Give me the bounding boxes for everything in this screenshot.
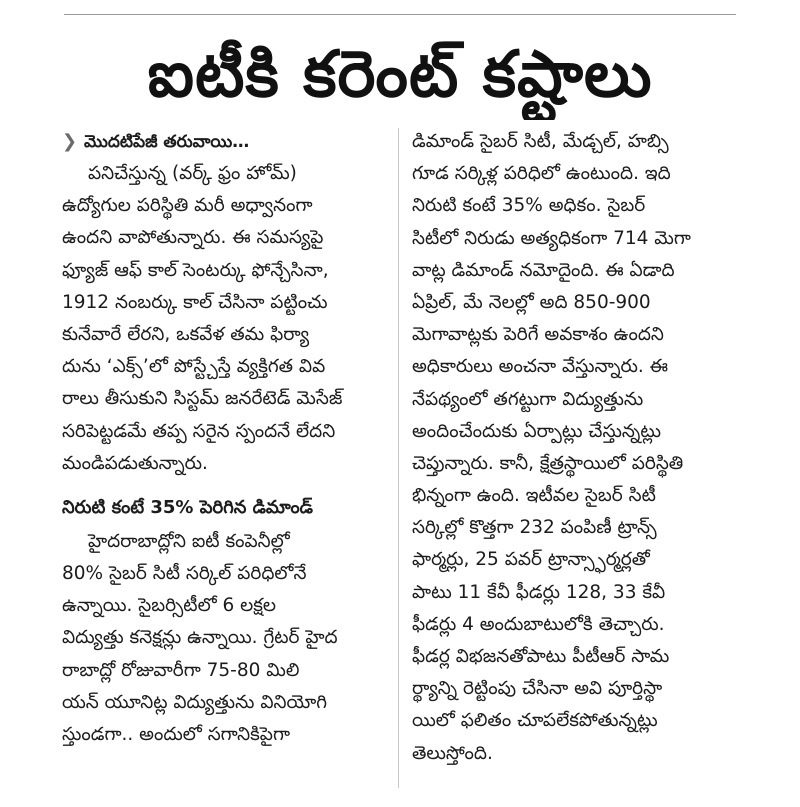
top-rule: [64, 14, 736, 15]
text-line: నిరుటి కంటే 35% అధికం. సైబర్: [412, 195, 646, 217]
text-line: దును ‘ఎక్స్’లో పోస్ట్చేస్తే వ్యక్తిగత వివ: [62, 356, 326, 378]
subheading: నిరుటి కంటే 35% పెరిగిన డిమాండ్: [62, 496, 313, 518]
text-line: మండిపడుతున్నారు.: [62, 452, 208, 474]
chevron-right-icon: ❯: [62, 131, 78, 152]
text-line: సిటీలో నిరుడు అత్యధికంగా 714 మెగా: [412, 227, 691, 249]
text-line: కునేవారే లేరని, ఒకవేళ తమ ఫిర్యా: [62, 323, 310, 345]
text-line: సరిపెట్టడమే తప్ప సరైన స్పందనే లేదని: [62, 420, 336, 442]
continuation-line: [62, 126, 384, 158]
text-line: ఫీడర్ల విభజనతోపాటు పీటీఆర్ సామ: [412, 646, 670, 667]
text-line: ఉందని వాపోతున్నారు. ఈ సమస్యపై: [62, 227, 324, 249]
text-line: హైదరాబాద్లోని ఐటీ కంపెనీల్లో: [88, 530, 290, 552]
paragraph-2: [62, 526, 384, 751]
text-line: విద్యుత్తు కనెక్షన్లు ఉన్నాయి. గ్రేటర్ హైద: [62, 627, 338, 649]
text-line: పనిచేస్తున్న (వర్క్ ఫ్రం హోమ్): [88, 163, 297, 184]
paragraph-1: [62, 158, 384, 480]
text-line: రాలు తీసుకుని సిస్టమ్ జనరేటెడ్ మెసేజ్: [62, 388, 343, 410]
text-line: వాట్ల డిమాండ్ నమోదైంది. ఈ ఏడాది: [412, 259, 675, 281]
text-line: ర్థ్యాన్ని రెట్టింపు చేసినా అవి పూర్తిస్థా: [412, 678, 663, 700]
text-line: యిలో ఫలితం చూపలేకపోతున్నట్లు: [412, 710, 658, 732]
continuation-label: మొదటిపేజీ తరువాయి…: [84, 131, 250, 152]
text-line: రాబాద్లో రోజువారీగా 75-80 మిలి: [62, 659, 300, 681]
text-line: పాటు 11 కేవీ ఫీడర్లు 128, 33 కేవీ: [412, 581, 666, 603]
headline: ఐటీకి కరెంట్ కష్టాలు: [147, 38, 653, 112]
text-line: భిన్నంగా ఉంది. ఇటీవల సైబర్ సిటీ: [412, 485, 656, 507]
column-divider: [398, 128, 399, 788]
text-line: డిమాండ్ సైబర్ సిటీ, మేడ్చల్, హబ్సి: [412, 131, 669, 152]
left-column: [62, 126, 384, 751]
text-line: ఫార్మర్లు, 25 పవర్ ట్రాన్స్ఫార్మర్లతో: [412, 549, 650, 571]
text-line: 80% సైబర్ సిటీ సర్కిల్ పరిధిలోనే: [62, 563, 307, 585]
text-line: సర్కిల్లో కొత్తగా 232 పంపిణీ ట్రాన్స్: [412, 517, 657, 539]
text-line: గూడ సర్కిళ్ల పరిధిలో ఉంటుంది. ఇది: [412, 163, 671, 185]
text-line: చెప్తున్నారు. కానీ, క్షేత్రస్థాయిలో పరిస్థితి: [412, 452, 684, 474]
text-line: ఫీడర్లు 4 అందుబాటులోకి తెచ్చారు.: [412, 613, 665, 635]
spacer: [62, 480, 384, 490]
text-line: నేపథ్యంలో తగట్టుగా విద్యుత్తును: [412, 388, 644, 410]
text-line: అందించేందుకు ఏర్పాట్లు చేస్తున్నట్లు: [412, 420, 662, 442]
text-line: ఏప్రిల్, మే నెలల్లో అది 850-900: [412, 291, 651, 313]
text-line: అధికారులు అంచనా వేస్తున్నారు. ఈ: [412, 356, 669, 378]
text-line: ఉద్యోగుల పరిస్థితి మరీ అధ్వానంగా: [62, 195, 313, 217]
text-line: యన్ యూనిట్ల విద్యుత్తును వినియోగి: [62, 691, 327, 713]
text-line: ఉన్నాయి. సైబర్సిటీలో 6 లక్షల: [62, 595, 277, 617]
text-line: 1912 నంబర్కు కాల్ చేసినా పట్టించు: [62, 291, 328, 313]
text-line: మెగావాట్లకు పెరిగే అవకాశం ఉందని: [412, 324, 664, 346]
right-column: [412, 126, 738, 770]
text-line: ఫ్యూజ్ ఆఫ్ కాల్ సెంటర్కు ఫోన్చేసినా,: [62, 259, 329, 281]
text-line: తెలుస్తోంది.: [412, 742, 493, 764]
text-line: స్తుండగా.. అందులో సగానికిపైగా: [62, 724, 290, 745]
